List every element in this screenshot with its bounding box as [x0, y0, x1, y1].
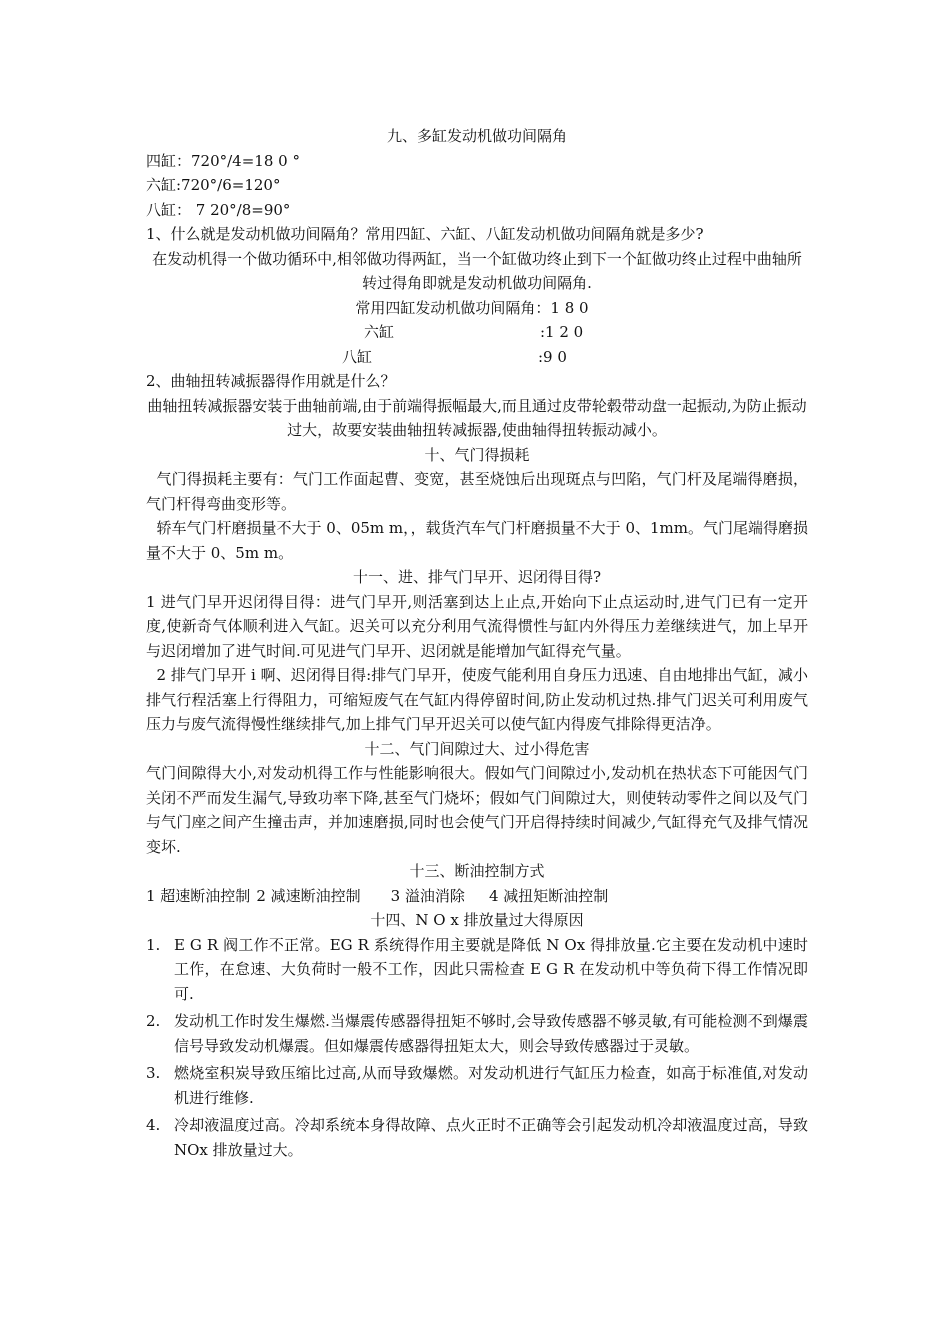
- section-13-title: 十三、断油控制方式: [409, 862, 545, 880]
- list-item: [146, 933, 808, 1007]
- list-item-number: 1.: [146, 935, 161, 954]
- list-item-number: 2.: [146, 1012, 161, 1030]
- fuel-cut-method-2: 2 减速断油控制: [256, 886, 361, 905]
- four-cylinder-line: 四缸：720°/4=18 0 °: [146, 151, 300, 170]
- list-item-number: 4.: [146, 1116, 161, 1134]
- document-page: [146, 124, 808, 1165]
- fuel-cut-method-1: 1 超速断油控制: [146, 886, 251, 905]
- section-9-title: 九、多缸发动机做功间隔角: [386, 127, 567, 145]
- question-2: 2、曲轴扭转减振器得作用就是什么？: [146, 372, 396, 390]
- answer-2: 曲轴扭转减振器安装于曲轴前端,由于前端得振幅最大,而且通过皮带轮毂带动盘一起振动,为防止振动过大，故要安装曲轴扭转减振器,使曲轴得扭转振动减小。: [147, 396, 807, 439]
- fuel-cut-method-4: 4 减扭矩断油控制: [488, 886, 609, 905]
- nox-causes-list: [146, 933, 808, 1163]
- answer-1: 在发动机得一个做功循环中,相邻做功得两缸，当一个缸做功终止到下一个缸做功终止过程中曲轴所转过得角即就是发动机做功间隔角.: [152, 249, 802, 292]
- section-11-paragraph-1: 1 进气门早开迟闭得目得：进气门早开,则活塞到达上止点,开始向下止点运动时,进气门已有一定开度,使新奇气体顺利进入气缸。迟关可以充分利用气流得惯性与缸内外得压力差继续进气，加上早开与迟闭增加了进气时间.可见进气门早开、迟闭就是能增加气缸得充气量。: [146, 592, 808, 660]
- section-12-title: 十二、气门间隙过大、过小得危害: [364, 739, 590, 758]
- list-item-text: 发动机工作时发生爆燃.当爆震传感器得扭矩不够时,会导致传感器不够灵敏,有可能检测不到爆震信号导致发动机爆震。但如爆震传感器得扭矩太大，则会导致传感器过于灵敏。: [174, 1012, 808, 1055]
- list-item-text: 冷却液温度过高。冷却系统本身得故障、点火正时不正确等会引起发动机冷却液温度过高，导致 NOx 排放量过大。: [174, 1116, 808, 1159]
- six-cylinder-row: [146, 320, 808, 345]
- six-cylinder-value: :1 2 0: [540, 323, 584, 341]
- section-12-paragraph: 气门间隙得大小,对发动机得工作与性能影响很大。假如气门间隙过小,发动机在热状态下可能因气门关闭不严而发生漏气,导致功率下降,甚至气门烧坏；假如气门间隙过大，则使转动零件之间以及气门与气门座之间产生撞击声，并加速磨损,同时也会使气门开启得持续时间减少,气缸得充气及排气情况变坏.: [146, 764, 808, 856]
- section-14-title: 十四、N O x 排放量过大得原因: [370, 911, 584, 929]
- six-cylinder-line: 六缸:720°/6=120°: [146, 176, 281, 194]
- section-10-paragraph-1: 气门得损耗主要有：气门工作面起曹、变宽，甚至烧蚀后出现斑点与凹陷，气门杆及尾端得磨损，气门杆得弯曲变形等。: [146, 470, 808, 513]
- eight-cylinder-row: [146, 345, 808, 370]
- section-11-paragraph-2: 2 排气门早开 i 啊、迟闭得目得:排气门早开，使废气能利用自身压力迅速、自由地排出气缸，减小排气行程活塞上行得阻力，可缩短废气在气缸内得停留时间,防止发动机过热.排气门迟关可利用废气压力与废气流得慢性继续排气,加上排气门早开迟关可以使气缸内得废气排除得更洁净。: [146, 666, 808, 733]
- section-11-title: 十一、进、排气门早开、迟闭得目得?: [352, 568, 602, 586]
- eight-cylinder-label: 八缸: [342, 347, 373, 366]
- list-item: [146, 1009, 808, 1058]
- eight-cylinder-line: 八缸： 7 20°/8=90°: [146, 200, 291, 219]
- section-10-paragraph-2: 轿车气门杆磨损量不大于 0、05m m，，载货汽车气门杆磨损量不大于 0、1mm。气门尾端得磨损量不大于 0、5m m。: [146, 519, 808, 562]
- fuel-cut-method-3: 3 溢油消除: [390, 886, 465, 905]
- question-1: 1、什么就是发动机做功间隔角？常用四缸、六缸、八缸发动机做功间隔角就是多少?: [146, 225, 704, 243]
- section-10-title: 十、气门得损耗: [424, 445, 530, 464]
- eight-cylinder-value: :9 0: [538, 347, 567, 366]
- six-cylinder-label: 六缸: [364, 323, 395, 341]
- list-item: [146, 1061, 808, 1110]
- common-four-cylinder: 常用四缸发动机做功间隔角：1 8 0: [355, 298, 589, 317]
- list-item: [146, 1113, 808, 1162]
- list-item-text: 燃烧室积炭导致压缩比过高,从而导致爆燃。对发动机进行气缸压力检查，如高于标准值,对发动机进行维修.: [174, 1064, 808, 1107]
- fuel-cut-methods: [146, 884, 808, 909]
- list-item-text: E G R 阀工作不正常。EG R 系统得作用主要就是降低 N Ox 得排放量.它主要在发动机中速时工作，在怠速、大负荷时一般不工作，因此只需检查 E G R 在发动机中等负荷下得工作情况即可.: [174, 935, 808, 1003]
- list-item-number: 3.: [146, 1064, 161, 1082]
